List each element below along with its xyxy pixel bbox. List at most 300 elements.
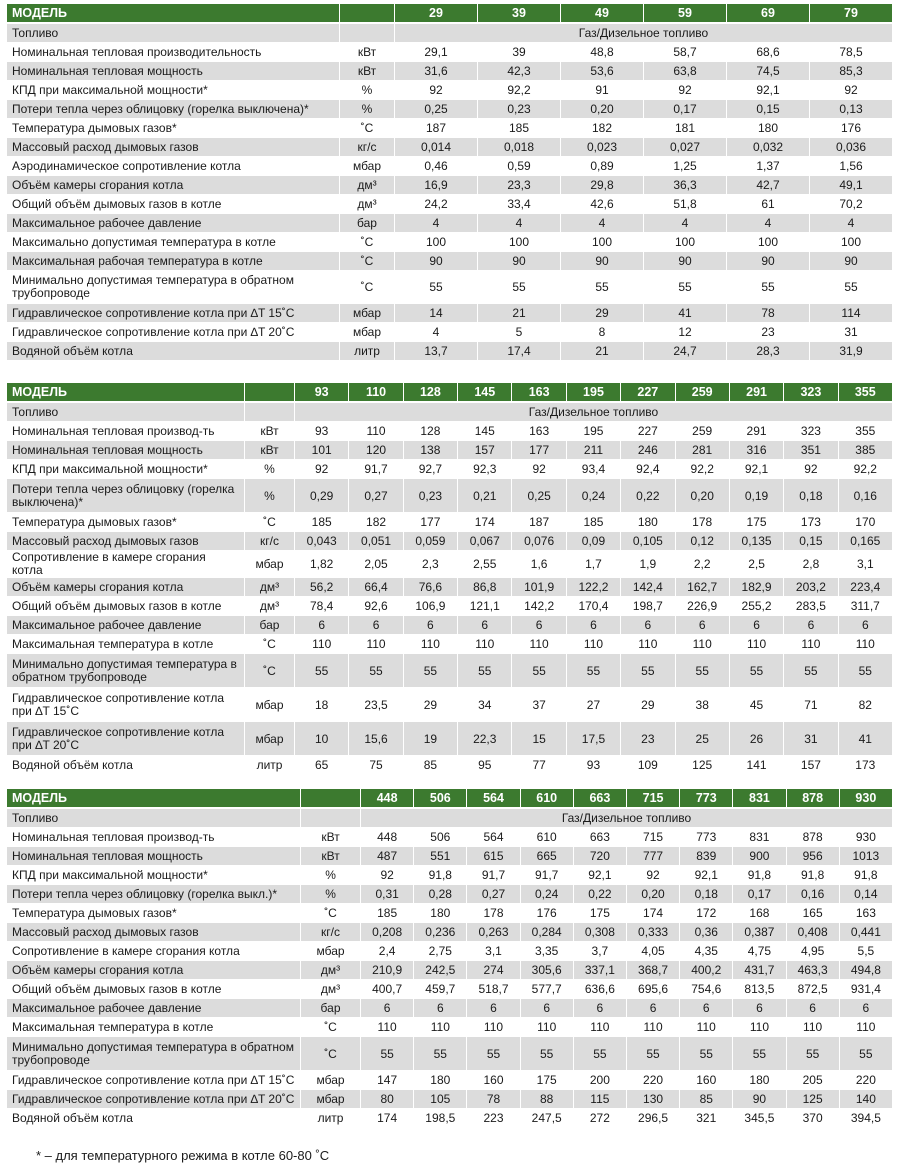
value-cell: 55 bbox=[478, 271, 561, 304]
unit-cell: ˚С bbox=[340, 233, 395, 252]
unit-header-cell bbox=[245, 383, 295, 403]
unit-cell: бар bbox=[245, 616, 295, 635]
table-row bbox=[7, 252, 893, 271]
unit-cell: ˚С bbox=[245, 513, 295, 532]
value-cell: 110 bbox=[512, 635, 566, 654]
value-cell: 3,1 bbox=[839, 551, 893, 578]
value-cell: 227 bbox=[621, 422, 675, 441]
value-cell: 872,5 bbox=[787, 980, 840, 999]
value-cell: 185 bbox=[361, 904, 414, 923]
table-row bbox=[7, 513, 893, 532]
value-cell: 26 bbox=[730, 722, 784, 756]
parameter-label: Потери тепла через облицовку (горелка выкл.)* bbox=[7, 885, 301, 904]
fuel-row bbox=[7, 24, 893, 43]
value-cell: 130 bbox=[627, 1090, 680, 1109]
value-cell: 0,067 bbox=[458, 532, 512, 551]
value-cell: 24,2 bbox=[395, 195, 478, 214]
value-cell: 6 bbox=[361, 999, 414, 1018]
value-cell: 90 bbox=[733, 1090, 786, 1109]
parameter-label: Общий объём дымовых газов в котле bbox=[7, 195, 340, 214]
value-cell: 463,3 bbox=[787, 961, 840, 980]
model-header-label: МОДЕЛЬ bbox=[7, 789, 301, 809]
parameter-label: Номинальная тепловая производительность bbox=[7, 43, 340, 62]
value-cell: 210,9 bbox=[361, 961, 414, 980]
value-cell: 163 bbox=[512, 422, 566, 441]
value-cell: 162,7 bbox=[676, 578, 730, 597]
value-cell: 53,6 bbox=[561, 62, 644, 81]
value-cell: 90 bbox=[395, 252, 478, 271]
value-cell: 110 bbox=[839, 635, 893, 654]
value-cell: 55 bbox=[644, 271, 727, 304]
model-number: 564 bbox=[467, 789, 520, 809]
value-cell: 2,3 bbox=[404, 551, 458, 578]
parameter-label: Общий объём дымовых газов в котле bbox=[7, 980, 301, 999]
value-cell: 41 bbox=[839, 722, 893, 756]
value-cell: 0,076 bbox=[512, 532, 566, 551]
value-cell: 431,7 bbox=[733, 961, 786, 980]
value-cell: 0,263 bbox=[467, 923, 520, 942]
unit-cell: ˚С bbox=[301, 1037, 361, 1071]
value-cell: 90 bbox=[810, 252, 893, 271]
value-cell: 92 bbox=[644, 81, 727, 100]
value-cell: 125 bbox=[676, 756, 730, 775]
value-cell: 564 bbox=[467, 828, 520, 847]
value-cell: 6 bbox=[414, 999, 467, 1018]
fuel-row bbox=[7, 403, 893, 422]
table-row bbox=[7, 441, 893, 460]
value-cell: 0,31 bbox=[361, 885, 414, 904]
value-cell: 66,4 bbox=[349, 578, 403, 597]
unit-header-cell bbox=[301, 789, 361, 809]
model-number: 715 bbox=[627, 789, 680, 809]
value-cell: 55 bbox=[784, 654, 838, 688]
value-cell: 4,05 bbox=[627, 942, 680, 961]
value-cell: 956 bbox=[787, 847, 840, 866]
value-cell: 6 bbox=[787, 999, 840, 1018]
value-cell: 175 bbox=[730, 513, 784, 532]
value-cell: 180 bbox=[621, 513, 675, 532]
unit-cell: литр bbox=[301, 1109, 361, 1128]
unit-cell: бар bbox=[340, 214, 395, 233]
value-cell: 695,6 bbox=[627, 980, 680, 999]
model-number: 163 bbox=[512, 383, 566, 403]
value-cell: 0,09 bbox=[567, 532, 621, 551]
table-row bbox=[7, 923, 893, 942]
value-cell: 42,7 bbox=[727, 176, 810, 195]
value-cell: 370 bbox=[787, 1109, 840, 1128]
value-cell: 92,1 bbox=[574, 866, 627, 885]
value-cell: 6 bbox=[458, 616, 512, 635]
value-cell: 12 bbox=[644, 323, 727, 342]
unit-cell: ˚С bbox=[301, 904, 361, 923]
value-cell: 120 bbox=[349, 441, 403, 460]
value-cell: 0,051 bbox=[349, 532, 403, 551]
value-cell: 211 bbox=[567, 441, 621, 460]
unit-cell: литр bbox=[245, 756, 295, 775]
parameter-label: Потери тепла через облицовку (горелка выключена)* bbox=[7, 479, 245, 513]
table-row bbox=[7, 323, 893, 342]
value-cell: 178 bbox=[467, 904, 520, 923]
unit-cell: ˚С bbox=[301, 1018, 361, 1037]
table-row bbox=[7, 157, 893, 176]
value-cell: 55 bbox=[567, 654, 621, 688]
unit-cell: ˚С bbox=[340, 119, 395, 138]
value-cell: 345,5 bbox=[733, 1109, 786, 1128]
value-cell: 223,4 bbox=[839, 578, 893, 597]
table-row bbox=[7, 342, 893, 361]
value-cell: 55 bbox=[733, 1037, 786, 1071]
value-cell: 114 bbox=[810, 304, 893, 323]
value-cell: 100 bbox=[478, 233, 561, 252]
value-cell: 577,7 bbox=[521, 980, 574, 999]
value-cell: 105 bbox=[414, 1090, 467, 1109]
value-cell: 274 bbox=[467, 961, 520, 980]
parameter-label: Аэродинамическое сопротивление котла bbox=[7, 157, 340, 176]
value-cell: 175 bbox=[574, 904, 627, 923]
value-cell: 1,56 bbox=[810, 157, 893, 176]
parameter-label: Максимальная температура в котле bbox=[7, 1018, 301, 1037]
unit-cell: мбар bbox=[301, 942, 361, 961]
value-cell: 110 bbox=[574, 1018, 627, 1037]
fuel-value: Газ/Дизельное топливо bbox=[295, 403, 893, 422]
parameter-label: Номинальная тепловая мощность bbox=[7, 441, 245, 460]
value-cell: 198,5 bbox=[414, 1109, 467, 1128]
unit-cell: мбар bbox=[340, 304, 395, 323]
value-cell: 205 bbox=[787, 1071, 840, 1090]
value-cell: 90 bbox=[478, 252, 561, 271]
value-cell: 291 bbox=[730, 422, 784, 441]
value-cell: 246 bbox=[621, 441, 675, 460]
value-cell: 82 bbox=[839, 688, 893, 722]
unit-cell: % bbox=[245, 479, 295, 513]
value-cell: 63,8 bbox=[644, 62, 727, 81]
header-row bbox=[7, 789, 893, 809]
value-cell: 110 bbox=[621, 635, 675, 654]
value-cell: 5,5 bbox=[840, 942, 893, 961]
value-cell: 0,17 bbox=[733, 885, 786, 904]
unit-cell: дм³ bbox=[301, 961, 361, 980]
value-cell: 459,7 bbox=[414, 980, 467, 999]
table-row bbox=[7, 460, 893, 479]
value-cell: 1,6 bbox=[512, 551, 566, 578]
value-cell: 168 bbox=[733, 904, 786, 923]
value-cell: 187 bbox=[395, 119, 478, 138]
value-cell: 305,6 bbox=[521, 961, 574, 980]
value-cell: 110 bbox=[295, 635, 349, 654]
value-cell: 0,018 bbox=[478, 138, 561, 157]
unit-cell: ˚С bbox=[245, 654, 295, 688]
table-row bbox=[7, 176, 893, 195]
table-row bbox=[7, 271, 893, 304]
header-row bbox=[7, 4, 893, 24]
unit-cell: ˚С bbox=[340, 252, 395, 271]
value-cell: 0,059 bbox=[404, 532, 458, 551]
value-cell: 100 bbox=[810, 233, 893, 252]
value-cell: 147 bbox=[361, 1071, 414, 1090]
model-number: 93 bbox=[295, 383, 349, 403]
value-cell: 31,6 bbox=[395, 62, 478, 81]
value-cell: 0,284 bbox=[521, 923, 574, 942]
value-cell: 0,20 bbox=[561, 100, 644, 119]
value-cell: 1,82 bbox=[295, 551, 349, 578]
value-cell: 128 bbox=[404, 422, 458, 441]
value-cell: 170 bbox=[839, 513, 893, 532]
value-cell: 0,12 bbox=[676, 532, 730, 551]
fuel-unit-cell bbox=[245, 403, 295, 422]
unit-cell: дм³ bbox=[301, 980, 361, 999]
parameter-label: Максимальное рабочее давление bbox=[7, 616, 245, 635]
value-cell: 92,2 bbox=[676, 460, 730, 479]
value-cell: 56,2 bbox=[295, 578, 349, 597]
unit-cell: кВт bbox=[301, 828, 361, 847]
value-cell: 110 bbox=[567, 635, 621, 654]
value-cell: 91,7 bbox=[521, 866, 574, 885]
value-cell: 1,25 bbox=[644, 157, 727, 176]
value-cell: 663 bbox=[574, 828, 627, 847]
value-cell: 2,75 bbox=[414, 942, 467, 961]
value-cell: 121,1 bbox=[458, 597, 512, 616]
unit-cell: кВт bbox=[245, 441, 295, 460]
parameter-label: Объём камеры сгорания котла bbox=[7, 176, 340, 195]
model-number: 831 bbox=[733, 789, 786, 809]
value-cell: 101 bbox=[295, 441, 349, 460]
model-number: 323 bbox=[784, 383, 838, 403]
value-cell: 0,24 bbox=[567, 479, 621, 513]
model-number: 39 bbox=[478, 4, 561, 24]
value-cell: 0,17 bbox=[644, 100, 727, 119]
unit-cell: мбар bbox=[340, 157, 395, 176]
unit-cell: бар bbox=[301, 999, 361, 1018]
value-cell: 55 bbox=[404, 654, 458, 688]
value-cell: 92 bbox=[627, 866, 680, 885]
value-cell: 110 bbox=[840, 1018, 893, 1037]
value-cell: 6 bbox=[840, 999, 893, 1018]
spec-table bbox=[7, 4, 893, 361]
model-number: 128 bbox=[404, 383, 458, 403]
table-row bbox=[7, 904, 893, 923]
value-cell: 180 bbox=[414, 904, 467, 923]
parameter-label: Массовый расход дымовых газов bbox=[7, 138, 340, 157]
value-cell: 311,7 bbox=[839, 597, 893, 616]
value-cell: 115 bbox=[574, 1090, 627, 1109]
table-row bbox=[7, 62, 893, 81]
unit-cell: дм³ bbox=[340, 195, 395, 214]
value-cell: 110 bbox=[349, 635, 403, 654]
value-cell: 172 bbox=[680, 904, 733, 923]
value-cell: 0,236 bbox=[414, 923, 467, 942]
value-cell: 92,4 bbox=[621, 460, 675, 479]
value-cell: 400,7 bbox=[361, 980, 414, 999]
value-cell: 110 bbox=[467, 1018, 520, 1037]
value-cell: 0,408 bbox=[787, 923, 840, 942]
value-cell: 185 bbox=[295, 513, 349, 532]
value-cell: 368,7 bbox=[627, 961, 680, 980]
table-row bbox=[7, 422, 893, 441]
value-cell: 0,023 bbox=[561, 138, 644, 157]
value-cell: 110 bbox=[414, 1018, 467, 1037]
value-cell: 16,9 bbox=[395, 176, 478, 195]
value-cell: 900 bbox=[733, 847, 786, 866]
value-cell: 6 bbox=[349, 616, 403, 635]
parameter-label: Водяной объём котла bbox=[7, 756, 245, 775]
unit-cell: литр bbox=[340, 342, 395, 361]
value-cell: 91,8 bbox=[414, 866, 467, 885]
model-number: 145 bbox=[458, 383, 512, 403]
value-cell: 95 bbox=[458, 756, 512, 775]
value-cell: 0,13 bbox=[810, 100, 893, 119]
fuel-value: Газ/Дизельное топливо bbox=[395, 24, 893, 43]
value-cell: 255,2 bbox=[730, 597, 784, 616]
value-cell: 175 bbox=[521, 1071, 574, 1090]
value-cell: 400,2 bbox=[680, 961, 733, 980]
model-number: 663 bbox=[574, 789, 627, 809]
value-cell: 610 bbox=[521, 828, 574, 847]
value-cell: 0,165 bbox=[839, 532, 893, 551]
parameter-label: Минимально допустимая температура в обратном трубопроводе bbox=[7, 271, 340, 304]
table-row bbox=[7, 847, 893, 866]
table-row bbox=[7, 654, 893, 688]
value-cell: 4 bbox=[395, 323, 478, 342]
value-cell: 48,8 bbox=[561, 43, 644, 62]
value-cell: 55 bbox=[810, 271, 893, 304]
value-cell: 28,3 bbox=[727, 342, 810, 361]
value-cell: 85 bbox=[680, 1090, 733, 1109]
value-cell: 33,4 bbox=[478, 195, 561, 214]
parameter-label: Гидравлическое сопротивление котла при ∆T 20˚С bbox=[7, 323, 340, 342]
value-cell: 106,9 bbox=[404, 597, 458, 616]
value-cell: 813,5 bbox=[733, 980, 786, 999]
value-cell: 93 bbox=[567, 756, 621, 775]
value-cell: 6 bbox=[730, 616, 784, 635]
value-cell: 0,22 bbox=[621, 479, 675, 513]
value-cell: 22,3 bbox=[458, 722, 512, 756]
parameter-label: Водяной объём котла bbox=[7, 1109, 301, 1128]
model-number: 355 bbox=[839, 383, 893, 403]
value-cell: 70,2 bbox=[810, 195, 893, 214]
value-cell: 337,1 bbox=[574, 961, 627, 980]
value-cell: 665 bbox=[521, 847, 574, 866]
table-row bbox=[7, 1018, 893, 1037]
value-cell: 931,4 bbox=[840, 980, 893, 999]
table-row bbox=[7, 688, 893, 722]
model-number: 878 bbox=[787, 789, 840, 809]
unit-cell: кВт bbox=[340, 43, 395, 62]
value-cell: 110 bbox=[627, 1018, 680, 1037]
value-cell: 55 bbox=[680, 1037, 733, 1071]
value-cell: 0,18 bbox=[680, 885, 733, 904]
value-cell: 100 bbox=[561, 233, 644, 252]
value-cell: 223 bbox=[467, 1109, 520, 1128]
model-number: 110 bbox=[349, 383, 403, 403]
unit-cell: мбар bbox=[340, 323, 395, 342]
value-cell: 55 bbox=[512, 654, 566, 688]
value-cell: 49,1 bbox=[810, 176, 893, 195]
unit-cell: % bbox=[301, 866, 361, 885]
value-cell: 0,46 bbox=[395, 157, 478, 176]
value-cell: 0,21 bbox=[458, 479, 512, 513]
value-cell: 0,135 bbox=[730, 532, 784, 551]
value-cell: 0,032 bbox=[727, 138, 810, 157]
value-cell: 6 bbox=[512, 616, 566, 635]
value-cell: 0,14 bbox=[840, 885, 893, 904]
value-cell: 247,5 bbox=[521, 1109, 574, 1128]
value-cell: 23,3 bbox=[478, 176, 561, 195]
value-cell: 494,8 bbox=[840, 961, 893, 980]
value-cell: 720 bbox=[574, 847, 627, 866]
parameter-label: Максимальное рабочее давление bbox=[7, 214, 340, 233]
value-cell: 174 bbox=[458, 513, 512, 532]
value-cell: 55 bbox=[787, 1037, 840, 1071]
value-cell: 41 bbox=[644, 304, 727, 323]
parameter-label: Гидравлическое сопротивление котла при ∆T 15˚С bbox=[7, 304, 340, 323]
unit-cell: кг/с bbox=[340, 138, 395, 157]
parameter-label: Гидравлическое сопротивление котла при ∆T 15˚С bbox=[7, 688, 245, 722]
value-cell: 92 bbox=[810, 81, 893, 100]
value-cell: 2,55 bbox=[458, 551, 512, 578]
parameter-label: Максимальное рабочее давление bbox=[7, 999, 301, 1018]
value-cell: 0,208 bbox=[361, 923, 414, 942]
value-cell: 930 bbox=[840, 828, 893, 847]
parameter-label: Максимальная рабочая температура в котле bbox=[7, 252, 340, 271]
value-cell: 8 bbox=[561, 323, 644, 342]
value-cell: 6 bbox=[574, 999, 627, 1018]
value-cell: 92,1 bbox=[680, 866, 733, 885]
value-cell: 1,7 bbox=[567, 551, 621, 578]
value-cell: 36,3 bbox=[644, 176, 727, 195]
value-cell: 176 bbox=[521, 904, 574, 923]
value-cell: 226,9 bbox=[676, 597, 730, 616]
value-cell: 142,4 bbox=[621, 578, 675, 597]
value-cell: 78,4 bbox=[295, 597, 349, 616]
unit-cell: мбар bbox=[301, 1071, 361, 1090]
value-cell: 19 bbox=[404, 722, 458, 756]
table-row bbox=[7, 233, 893, 252]
unit-cell: мбар bbox=[245, 688, 295, 722]
unit-cell: дм³ bbox=[245, 597, 295, 616]
value-cell: 55 bbox=[414, 1037, 467, 1071]
value-cell: 142,2 bbox=[512, 597, 566, 616]
value-cell: 34 bbox=[458, 688, 512, 722]
model-number: 29 bbox=[395, 4, 478, 24]
fuel-unit-cell bbox=[340, 24, 395, 43]
value-cell: 91,8 bbox=[787, 866, 840, 885]
value-cell: 78,5 bbox=[810, 43, 893, 62]
value-cell: 100 bbox=[395, 233, 478, 252]
value-cell: 180 bbox=[414, 1071, 467, 1090]
value-cell: 0,36 bbox=[680, 923, 733, 942]
value-cell: 220 bbox=[840, 1071, 893, 1090]
value-cell: 182,9 bbox=[730, 578, 784, 597]
value-cell: 173 bbox=[839, 756, 893, 775]
value-cell: 110 bbox=[680, 1018, 733, 1037]
parameter-label: Массовый расход дымовых газов bbox=[7, 532, 245, 551]
table-row bbox=[7, 195, 893, 214]
value-cell: 100 bbox=[727, 233, 810, 252]
value-cell: 31,9 bbox=[810, 342, 893, 361]
value-cell: 178 bbox=[676, 513, 730, 532]
value-cell: 31 bbox=[784, 722, 838, 756]
value-cell: 4,95 bbox=[787, 942, 840, 961]
value-cell: 55 bbox=[295, 654, 349, 688]
value-cell: 180 bbox=[727, 119, 810, 138]
value-cell: 715 bbox=[627, 828, 680, 847]
value-cell: 88 bbox=[521, 1090, 574, 1109]
value-cell: 92 bbox=[395, 81, 478, 100]
value-cell: 110 bbox=[733, 1018, 786, 1037]
value-cell: 91,8 bbox=[733, 866, 786, 885]
model-number: 506 bbox=[414, 789, 467, 809]
fuel-label: Топливо bbox=[7, 24, 340, 43]
